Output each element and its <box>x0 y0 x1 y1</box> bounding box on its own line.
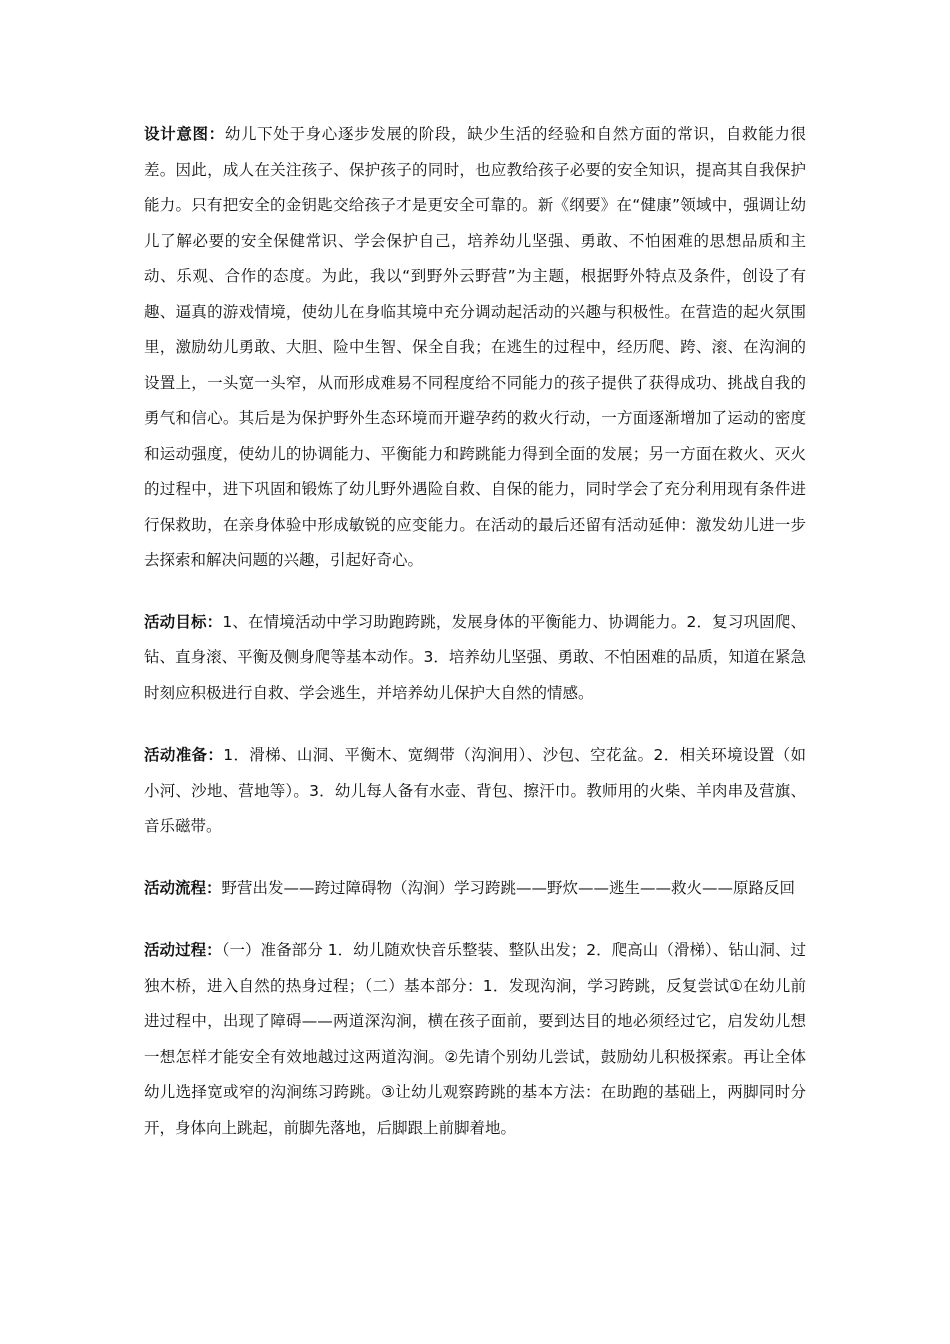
activity-flow-paragraph <box>144 871 806 907</box>
activity-process-text: （一）准备部分 1．幼儿随欢快音乐整装、整队出发；2．爬高山（滑梯）、钻山洞、过独木桥，进入自然的热身过程；（二）基本部分：1．发现沟涧，学习跨跳，反复尝试①在幼儿前进过程中，出现了障碍——两道深沟涧，横在孩子面前，要到达目的地必须经过它，启发幼儿想一想怎样才能安全有效地越过这两道沟涧。②先请个别幼儿尝试，鼓励幼儿积极探索。再让全体幼儿选择宽或窄的沟涧练习跨跳。③让幼儿观察跨跳的基本方法：在助跑的基础上，两脚同时分开，身体向上跳起，前脚先落地，后脚跟上前脚着地。 <box>144 941 806 1137</box>
activity-preparation-text: 1．滑梯、山洞、平衡木、宽绸带（沟涧用）、沙包、空花盆。2．相关环境设置（如小河、沙地、营地等）。3．幼儿每人备有水壶、背包、擦汗巾。教师用的火柴、羊肉串及营旗、音乐磁带。 <box>144 746 806 835</box>
design-intent-label: 设计意图： <box>144 125 225 143</box>
activity-goals-label: 活动目标： <box>144 612 223 631</box>
activity-preparation-label: 活动准备： <box>144 746 224 764</box>
activity-flow-label: 活动流程： <box>144 878 222 897</box>
activity-preparation-paragraph <box>144 738 806 845</box>
activity-goals-paragraph <box>144 605 806 712</box>
activity-goals-text: 1、在情境活动中学习助跑跨跳，发展身体的平衡能力、协调能力。2．复习巩固爬、钻、直身滚、平衡及侧身爬等基本动作。3．培养幼儿坚强、勇敢、不怕困难的品质，知道在紧急时刻应积极进行自救、学会逃生，并培养幼儿保护大自然的情感。 <box>144 612 806 702</box>
design-intent-text: 幼儿下处于身心逐步发展的阶段，缺少生活的经验和自然方面的常识，自救能力很差。因此，成人在关注孩子、保护孩子的同时，也应教给孩子必要的安全知识，提高其自我保护能力。只有把安全的金钥匙交给孩子才是更安全可靠的。新《纲要》在“健康”领域中，强调让幼儿了解必要的安全保健常识、学会保护自己，培养幼儿坚强、勇敢、不怕困难的思想品质和主动、乐观、合作的态度。为此，我以“到野外云野营”为主题，根据野外特点及条件，创设了有趣、逼真的游戏情境，使幼儿在身临其境中充分调动起活动的兴趣与积极性。在营造的起火氛围里，激励幼儿勇敢、大胆、险中生智、保全自我；在逃生的过程中，经历爬、跨、滚、在沟涧的设置上，一头宽一头窄，从而形成难易不同程度给不同能力的孩子提供了获得成功、挑战自我的勇气和信心。其后是为保护野外生态环境而开避孕药的救火行动，一方面逐渐增加了运动的密度和运动强度，使幼儿的协调能力、平衡能力和跨跳能力得到全面的发展；另一方面在救火、灭火的过程中，进下巩固和锻炼了幼儿野外遇险自救、自保的能力，同时学会了充分利用现有条件进行保救助，在亲身体验中形成敏锐的应变能力。在活动的最后还留有活动延伸：激发幼儿进一步去探索和解决问题的兴趣，引起好奇心。 <box>144 125 806 569</box>
activity-process-label: 活动过程： <box>144 941 222 959</box>
design-intent-paragraph <box>144 117 806 579</box>
activity-process-paragraph <box>144 933 806 1146</box>
document-page <box>144 117 806 1146</box>
activity-flow-text: 野营出发——跨过障碍物（沟涧）学习跨跳——野炊——逃生——救火——原路反回 <box>221 878 796 897</box>
